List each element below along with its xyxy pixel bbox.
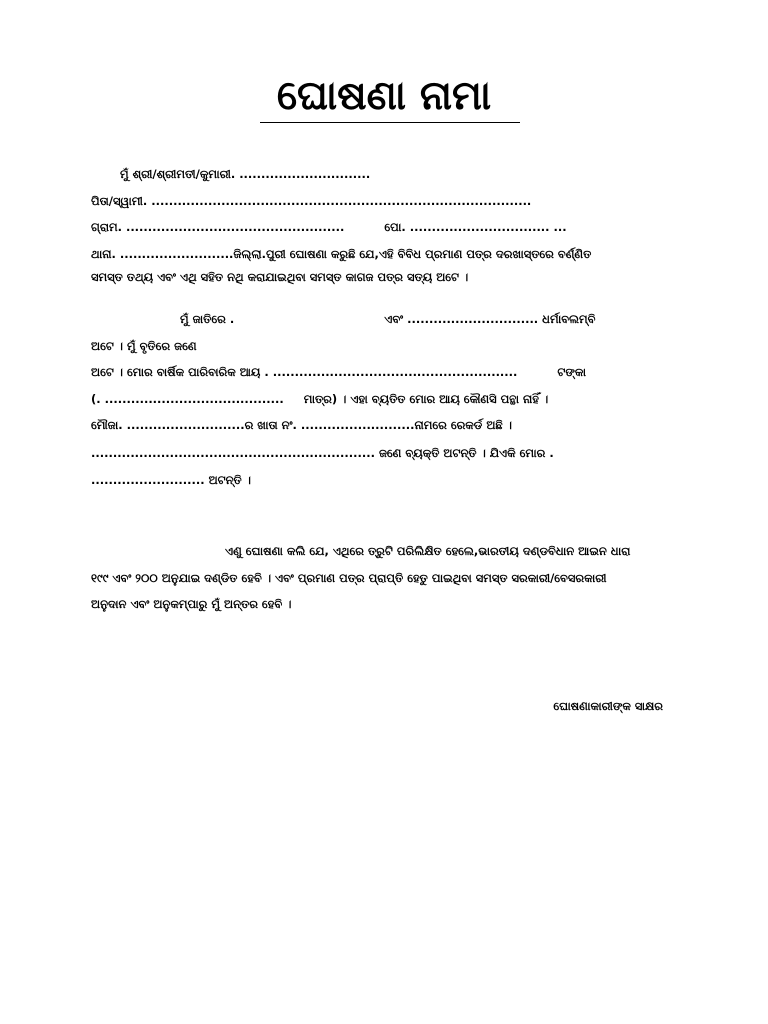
title-underline (260, 122, 520, 123)
penalty-line-2: ୧୯୯ ଏବଂ ୨୦୦ ଅନୁଯାଇ ଦଣ୍ଡିତ ହେବି । ଏବଂ ପ୍ରମାଣ ପତ୍ର ପ୍ରାପ୍ତି ହେତୁ ପାଇଥିବା ସମସ୍ତ ସରକାରୀ/ବେସରକାରୀ (91, 571, 607, 585)
truth-statement-line: ସମସ୍ତ ତଥ୍ୟ ଏବଂ ଏଥି ସହିତ ନଥି କରାଯାଇଥିବା ସମସ୍ତ କାଗଜ ପତ୍ର ସତ୍ୟ ଅଟେ । (91, 270, 469, 284)
name-line: ମୁଁ ଶ୍ରୀ/ଶ୍ରୀମତୀ/କୁମାରୀ. .............................. (120, 167, 371, 181)
income-words-field: (. ......................................... (91, 392, 284, 406)
caste-religion-line (180, 311, 596, 327)
occupation-line: ଅଟେ । ମୁଁ ବୃତିରେ ଜଣେ (91, 339, 197, 353)
income-words-line (91, 391, 548, 407)
penalty-line-1: ଏଣୁ ଘୋଷଣା କଲି ଯେ, ଏଥିରେ ତ୍ରୁଟି ପରିଲିକ୍ଷିତ ହେଲେ,ଭାରତୀୟ ଦଣ୍ଡବିଧାନ ଆଇନ ଧାରା (225, 544, 631, 558)
village-line (91, 219, 567, 235)
penalty-line-3: ଅନୁଦାନ ଏବଂ ଅନୁକମ୍ପାରୁ ମୁଁ ଅନ୍ତର ହେବି । (91, 597, 292, 611)
person-line: ................................................................. ଜଣେ ବ୍ୟକ୍ତି ଅଟନ୍ତି । ଯିଏକି ମୋର . (91, 446, 554, 460)
post-office-field: ପୋ. ................................ ... (384, 220, 567, 234)
village-field: ଗ୍ରାମ. .................................................. (91, 220, 345, 234)
annual-income-line (91, 364, 586, 380)
caste-field: ମୁଁ ଜାତିରେ . (180, 312, 235, 326)
father-husband-line: ପିତା/ସ୍ୱାମୀ. ....................................................................................... (91, 194, 532, 208)
religion-field: ଏବଂ .............................. ଧର୍ମାବଲମ୍ବି (384, 312, 596, 326)
mouza-khata-line: ମୌଜା. ...........................ର ଖାତା ନଂ. ..........................ନାମରେ ରେକର୍ଡ ଅଛି । (91, 418, 512, 432)
rupees-label: ଟଙ୍କା (557, 365, 587, 379)
police-station-line: ଥାନା. ..........................ଜିଲ୍ଲା.ପୁରୀ ଘୋଷଣା କରୁଛି ଯେ,ଏହି ବିବିଧ ପ୍ରମାଣ ପତ୍ର ଦରଖାସ୍ତରେ ବର୍ଣ୍ଣିତ (91, 247, 592, 261)
document-title: ଘୋଷଣା ନାମା (276, 73, 492, 119)
no-other-income-text: ମାତ୍ର) । ଏହା ବ୍ୟତିତ ମୋର ଆୟ କୌଣସି ପନ୍ଥା ନାହିଁ । (303, 392, 549, 406)
income-field: ଅଟେ । ମୋର ବାର୍ଷିକ ପାରିବାରିକ ଆୟ . ........................................................ (91, 365, 518, 379)
declarant-signature-label: ଘୋଷଣାକାରୀଙ୍କ ସାକ୍ଷର (553, 699, 663, 713)
relation-line: .......................... ଅଟନ୍ତି । (91, 473, 251, 487)
